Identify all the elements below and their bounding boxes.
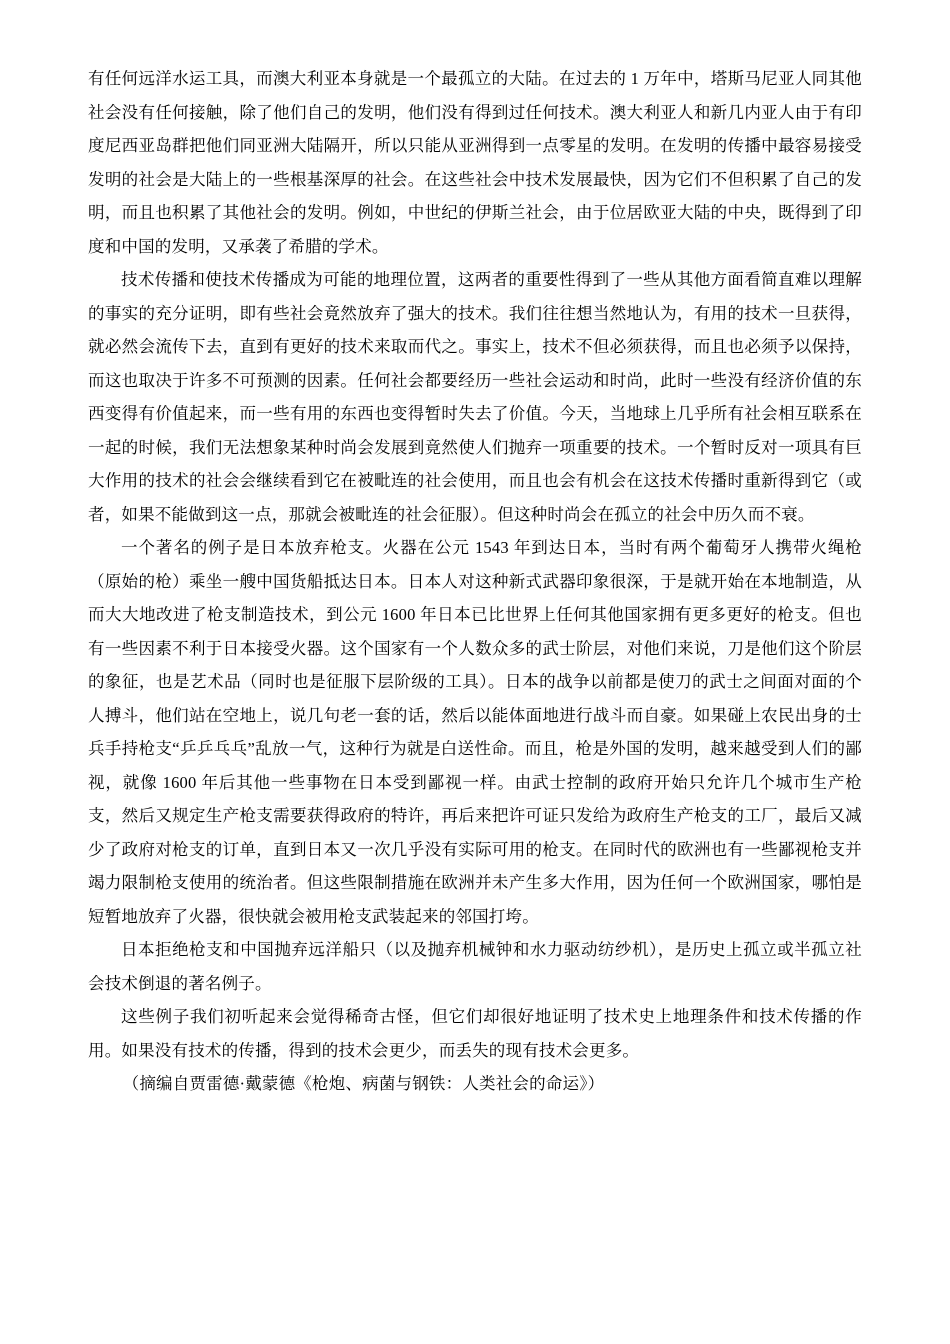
paragraph: 有任何远洋水运工具，而澳大利亚本身就是一个最孤立的大陆。在过去的 1 万年中，塔斯马尼亚人同其他社会没有任何接触，除了他们自己的发明，他们没有得到过任何技术。澳大利亚人和新几内亚人由于有印度尼西亚岛群把他们同亚洲大陆隔开，所以只能从亚洲得到一点零星的发明。在发明的传播中最容易接受发明的社会是大陆上的一些根基深厚的社会。在这些社会中技术发展最快，因为它们不但积累了自己的发明，而且也积累了其他社会的发明。例如，中世纪的伊斯兰社会，由于位居欧亚大陆的中央，既得到了印度和中国的发明，又承袭了希腊的学术。 (88, 69, 862, 256)
source-attribution: （摘编自贾雷德·戴蒙德《枪炮、病菌与钢铁：人类社会的命运》） (122, 1074, 605, 1093)
paragraph: 日本拒绝枪支和中国抛弃远洋船只（以及抛弃机械钟和水力驱动纺纱机），是历史上孤立或半孤立社会技术倒退的著名例子。 (88, 940, 862, 993)
paragraph: 技术传播和使技术传播成为可能的地理位置，这两者的重要性得到了一些从其他方面看简直难以理解的事实的充分证明，即有些社会竟然放弃了强大的技术。我们往往想当然地认为，有用的技术一旦获得，就必然会流传下去，直到有更好的技术来取而代之。事实上，技术不但必须获得，而且也必须予以保持，而这也取决于许多不可预测的因素。任何社会都要经历一些社会运动和时尚，此时一些没有经济价值的东西变得有价值起来，而一些有用的东西也变得暂时失去了价值。今天，当地球上几乎所有社会相互联系在一起的时候，我们无法想象某种时尚会发展到竟然使人们抛弃一项重要的技术。一个暂时反对一项具有巨大作用的技术的社会会继续看到它在被毗连的社会使用，而且也会有机会在这技术传播时重新得到它（或者，如果不能做到这一点，那就会被毗连的社会征服）。但这种时尚会在孤立的社会中历久而不衰。 (88, 270, 862, 524)
document-body (88, 62, 862, 1101)
paragraph: 一个著名的例子是日本放弃枪支。火器在公元 1543 年到达日本，当时有两个葡萄牙人携带火绳枪（原始的枪）乘坐一艘中国货船抵达日本。日本人对这种新式武器印象很深，于是就开始在本地制造，从而大大地改进了枪支制造技术，到公元 1600 年日本已比世界上任何其他国家拥有更多更好的枪支。但也有一些因素不利于日本接受火器。这个国家有一个人数众多的武士阶层，对他们来说，刀是他们这个阶层的象征，也是艺术品（同时也是征服下层阶级的工具）。日本的战争以前都是使刀的武士之间面对面的个人搏斗，他们站在空地上，说几句老一套的话，然后以能体面地进行战斗而自豪。如果碰上农民出身的士兵手持枪支“乒乒乓乓”乱放一气，这种行为就是白送性命。而且，枪是外国的发明，越来越受到人们的鄙视，就像 1600 年后其他一些事物在日本受到鄙视一样。由武士控制的政府开始只允许几个城市生产枪支，然后又规定生产枪支需要获得政府的特许，再后来把许可证只发给为政府生产枪支的工厂，最后又减少了政府对枪支的订单，直到日本又一次几乎没有实际可用的枪支。在同时代的欧洲也有一些鄙视枪支并竭力限制枪支使用的统治者。但这些限制措施在欧洲并未产生多大作用，因为任何一个欧洲国家，哪怕是短暂地放弃了火器，很快就会被用枪支武装起来的邻国打垮。 (88, 538, 862, 926)
paragraph: 这些例子我们初听起来会觉得稀奇古怪，但它们却很好地证明了技术史上地理条件和技术传播的作用。如果没有技术的传播，得到的技术会更少，而丢失的现有技术会更多。 (88, 1007, 862, 1060)
